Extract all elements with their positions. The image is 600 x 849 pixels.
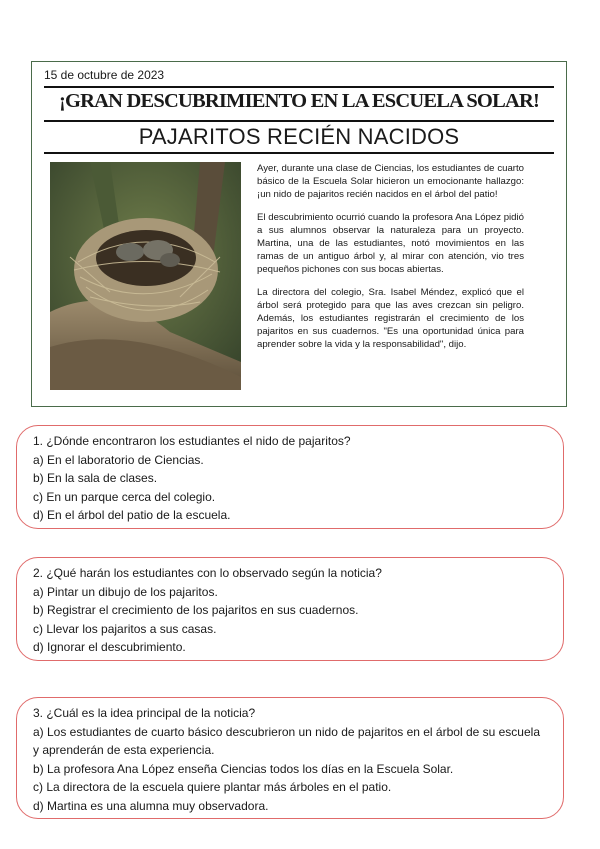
answer-option[interactable]: d) Martina es una alumna muy observadora. [33,798,269,813]
answer-option[interactable]: d) Ignorar el descubrimiento. [33,640,186,654]
question-text: 3. ¿Cuál es la idea principal de la noticia? [33,706,256,720]
question-card-3 [16,697,564,819]
answer-option[interactable]: b) En la sala de clases. [33,471,158,485]
answer-option[interactable]: b) La profesora Ana López enseña Ciencias todos los días en la Escuela Solar. [33,761,454,776]
question-text: 1. ¿Dónde encontraron los estudiantes el nido de pajaritos? [33,434,351,448]
answer-option[interactable]: a) Los estudiantes de cuarto básico descubrieron un nido de pajaritos en el árbol de su escuela y aprenderán de esta experiencia. [33,724,540,757]
answer-option[interactable]: c) Llevar los pajaritos a sus casas. [33,621,217,636]
answer-option[interactable]: c) La directora de la escuela quiere plantar más árboles en el patio. [33,780,392,794]
news-article-box [31,61,567,407]
question-text: 2. ¿Qué harán los estudiantes con lo observado según la noticia? [33,566,382,580]
article-paragraph: La directora del colegio, Sra. Isabel Méndez, explicó que el árbol será protegido para que las aves crezcan sin peligro. Además, los estudiantes registrarán el crecimiento de los pajaritos en sus cuadernos. "Es una oportunidad única para aprender sobre la vida y la responsabilidad", dijo. [257,286,524,351]
headline-top-rule [44,86,554,88]
question-card-2 [16,557,564,661]
article-paragraph: El descubrimiento ocurrió cuando la profesora Ana López pidió a sus alumnos observar la naturaleza para un proyecto. Martina, una de las estudiantes, notó movimientos en las ramas de un antiguo árbol y, al mirar con atención, vio tres pequeños pichones con sus bocas abiertas. [257,211,524,276]
news-article-body [257,162,524,361]
headline-bottom-rule [44,120,554,122]
answer-option[interactable]: b) Registrar el crecimiento de los pajaritos en sus cuadernos. [33,603,359,617]
article-paragraph: Ayer, durante una clase de Ciencias, los estudiantes de cuarto básico de la Escuela Solar hicieron un emocionante hallazgo: ¡un nido de pajaritos recién nacidos en el árbol del patio! [257,163,524,201]
subheadline-rule [44,152,554,154]
news-subheadline: PAJARITOS RECIÉN NACIDOS [138,124,460,149]
news-headline: ¡GRAN DESCUBRIMIENTO EN LA ESCUELA SOLAR! [59,90,539,112]
answer-option[interactable]: a) Pintar un dibujo de los pajaritos. [33,584,218,599]
question-card-1 [16,425,564,529]
bird-nest-photo [50,162,241,390]
answer-option[interactable]: a) En el laboratorio de Ciencias. [33,452,204,467]
answer-option[interactable]: c) En un parque cerca del colegio. [33,489,216,504]
answer-option[interactable]: d) En el árbol del patio de la escuela. [33,508,231,522]
news-date: 15 de octubre de 2023 [44,68,165,82]
